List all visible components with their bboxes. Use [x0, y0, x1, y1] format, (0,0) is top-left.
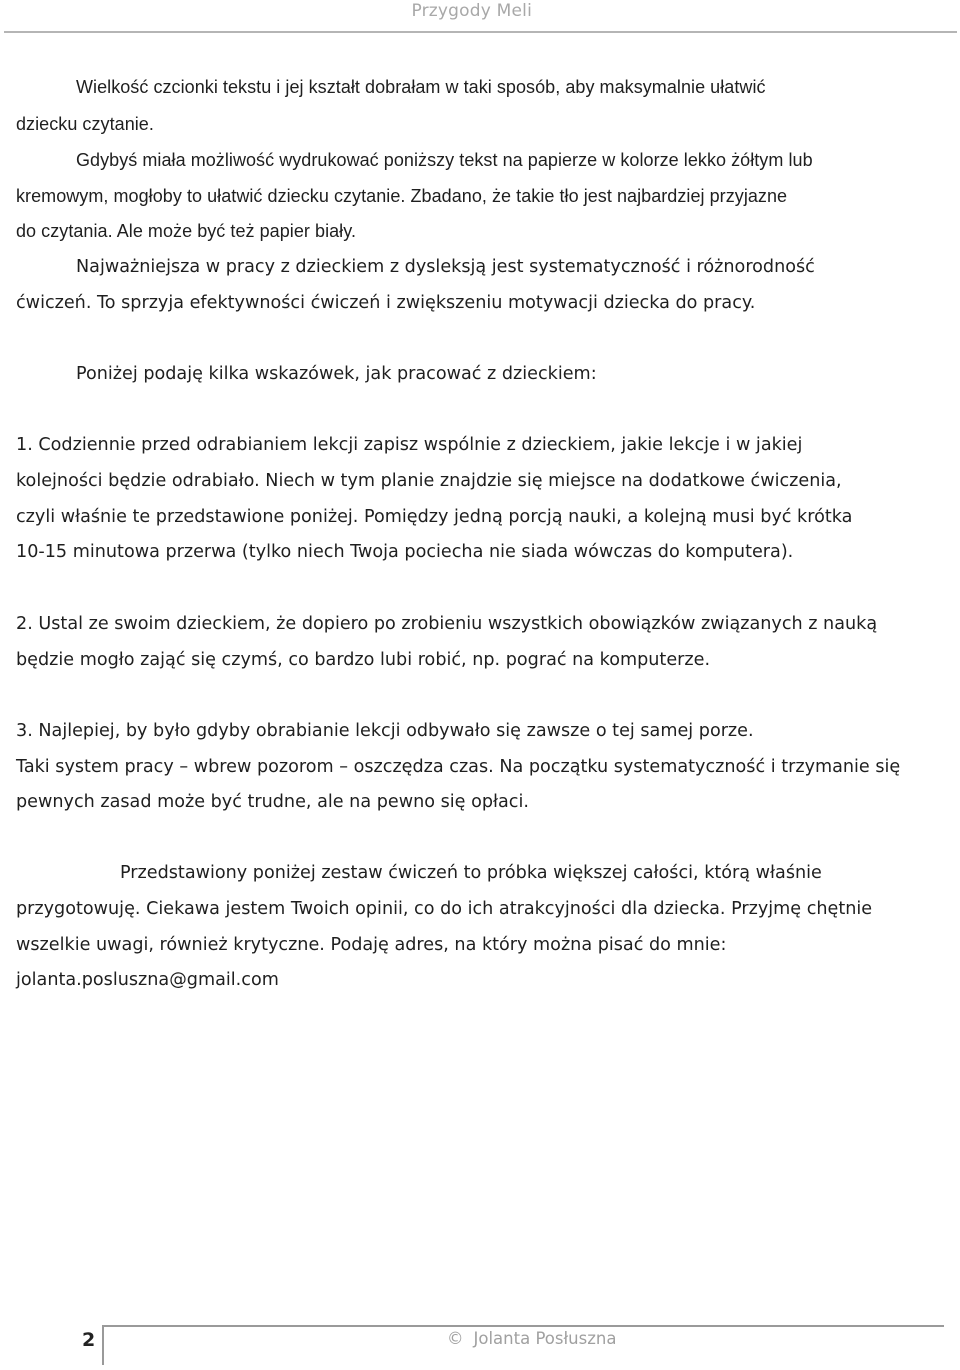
footer-author [447, 1329, 616, 1348]
body-line: Najważniejsza w pracy z dzieckiem z dysleksją jest systematyczność i różnorodność [76, 257, 815, 277]
header-divider [4, 31, 957, 33]
body-line: czyli właśnie te przedstawione poniżej. Pomiędzy jedną porcją nauki, a kolejną musi być krótka [16, 507, 853, 527]
footer-vertical-divider [102, 1325, 104, 1365]
body-line: będzie mogło zająć się czymś, co bardzo lubi robić, np. pograć na komputerze. [16, 650, 711, 670]
body-line: pewnych zasad może być trudne, ale na pewno się opłaci. [16, 792, 529, 812]
author-name: Jolanta Posłuszna [473, 1329, 617, 1348]
body-line: 3. Najlepiej, by było gdyby obrabianie lekcji odbywało się zawsze o tej samej porze. [16, 721, 754, 741]
body-line: przygotowuję. Ciekawa jestem Twoich opinii, co do ich atrakcyjności dla dziecka. Przyjmę chętnie [16, 899, 873, 919]
email-address: jolanta.posluszna@gmail.com [16, 970, 279, 990]
body-line: wszelkie uwagi, również krytyczne. Podaję adres, na który można pisać do mnie: [16, 935, 727, 955]
copyright-icon: © [447, 1329, 464, 1348]
header-title: Przygody Meli [411, 1, 532, 21]
body-line: Wielkość czcionki tekstu i jej kształt dobrałam w taki sposób, aby maksymalnie ułatwić [76, 77, 766, 97]
body-line: 1. Codziennie przed odrabianiem lekcji zapisz wspólnie z dzieckiem, jakie lekcje i w jakiej [16, 435, 803, 455]
body-line: dziecku czytanie. [16, 114, 154, 134]
body-line: 10-15 minutowa przerwa (tylko niech Twoja pociecha nie siada wówczas do komputera). [16, 542, 794, 562]
body-line: kremowym, mogłoby to ułatwić dziecku czytanie. Zbadano, że takie tło jest najbardziej przyjazne [16, 186, 788, 206]
body-line: do czytania. Ale może być też papier biały. [16, 221, 356, 241]
page-header [0, 0, 960, 32]
page-number: 2 [82, 1329, 96, 1351]
footer-divider [102, 1325, 944, 1327]
body-line: ćwiczeń. To sprzyja efektywności ćwiczeń i zwiększeniu motywacji dziecka do pracy. [16, 293, 756, 313]
body-line: Gdybyś miała możliwość wydrukować poniższy tekst na papierze w kolorze lekko żółtym lub [76, 150, 813, 170]
body-line: Taki system pracy – wbrew pozorom – oszczędza czas. Na początku systematyczność i trzymanie się [16, 757, 901, 777]
body-line: Przedstawiony poniżej zestaw ćwiczeń to próbka większej całości, którą właśnie [120, 863, 822, 883]
body-line: kolejności będzie odrabiało. Niech w tym planie znajdzie się miejsce na dodatkowe ćwiczenia, [16, 471, 842, 491]
page-footer [0, 1320, 960, 1370]
body-line: 2. Ustal ze swoim dzieckiem, że dopiero po zrobieniu wszystkich obowiązków związanych z nauką [16, 614, 878, 634]
body-line: Poniżej podaję kilka wskazówek, jak pracować z dzieckiem: [76, 364, 597, 384]
